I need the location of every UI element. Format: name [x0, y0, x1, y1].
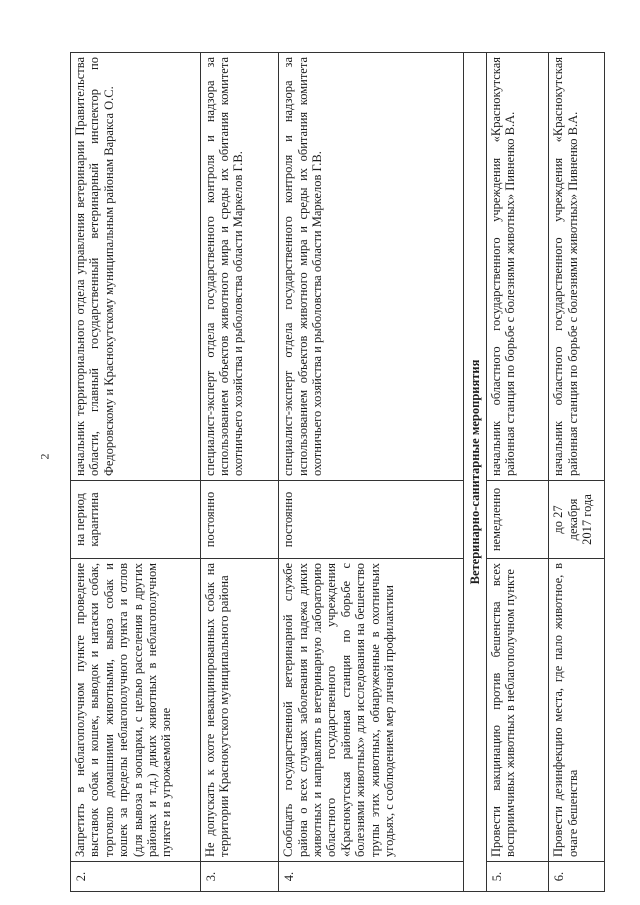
responsible-text: специалист-эксперт отдела государственного контроля и надзора за использованием объектов животного мира и среды их обитания комитета охотничьего хозяйства и рыболовства области Маркелов Г.В.: [200, 53, 279, 481]
responsible-text: начальник областного государственного учреждения «Краснокутская районная станция по борьбе с болезнями животных» Пивненко В.А.: [549, 53, 605, 481]
row-number: 2.: [71, 862, 201, 892]
term-text: до 27 декабря 2017 года: [549, 481, 605, 559]
table-row: [200, 53, 279, 892]
measure-text: Провести вакцинацию против бешенства всех восприимчивых животных в неблагополучном пункте: [486, 559, 548, 862]
measure-text: Провести дезинфекцию места, где пало животное, в очаге бешенства: [549, 559, 605, 862]
section-title: Ветеринарно-санитарные мероприятия: [464, 53, 486, 892]
responsible-text: начальник территориального отдела управления ветеринарии Правительства области, главный государственный ветеринарный инспектор по Федоровскому и Краснокутскому муниципальным районам Варакса О.С.: [71, 53, 201, 481]
row-number: 6.: [549, 862, 605, 892]
table-row: [486, 53, 548, 892]
responsible-text: начальник областного государственного учреждения «Краснокутская районная станция по борьбе с болезнями животных» Пивненко В.А.: [486, 53, 548, 481]
rotated-table-container: [70, 52, 605, 892]
table-row: [279, 53, 464, 892]
term-text: на период карантина: [71, 481, 201, 559]
term-text: постоянно: [200, 481, 279, 559]
table-row: [549, 53, 605, 892]
section-row: [464, 53, 486, 892]
measures-table: [70, 52, 605, 892]
measure-text: Сообщать государственной ветеринарной службе района о всех случаях заболевания и падежа диких животных и направлять в ветеринарную лабораторию областного государственного учреждения «Краснокутская районная станция по борьбе с болезнями животных» для исследования на бешенство трупы этих животных, обнаруженные в охотничьих угодьях, с соблюдением мер личной профилактики: [279, 559, 464, 862]
term-text: постоянно: [279, 481, 464, 559]
term-text: немедленно: [486, 481, 548, 559]
row-number: 4.: [279, 862, 464, 892]
responsible-text: специалист-эксперт отдела государственного контроля и надзора за использованием объектов животного мира и среды их обитания комитета охотничьего хозяйства и рыболовства области Маркелов Г.В.: [279, 53, 464, 481]
page-number: 2: [37, 453, 52, 460]
table-row: [71, 53, 201, 892]
row-number: 5.: [486, 862, 548, 892]
measure-text: Не допускать к охоте невакцинированных собак на территории Краснокутского муниципального района: [200, 559, 279, 862]
measure-text: Запретить в неблагополучном пункте проведение выставок собак и кошек, выводок и натаски собак, торговлю домашними животными, вывоз собак и кошек за пределы неблагополучного пункта и отлов (для вывоза в зоопарки, с целью расселения в других районах и т.д.) диких животных в неблагополучном пункте и в угрожаемой зоне: [71, 559, 201, 862]
row-number: 3.: [200, 862, 279, 892]
